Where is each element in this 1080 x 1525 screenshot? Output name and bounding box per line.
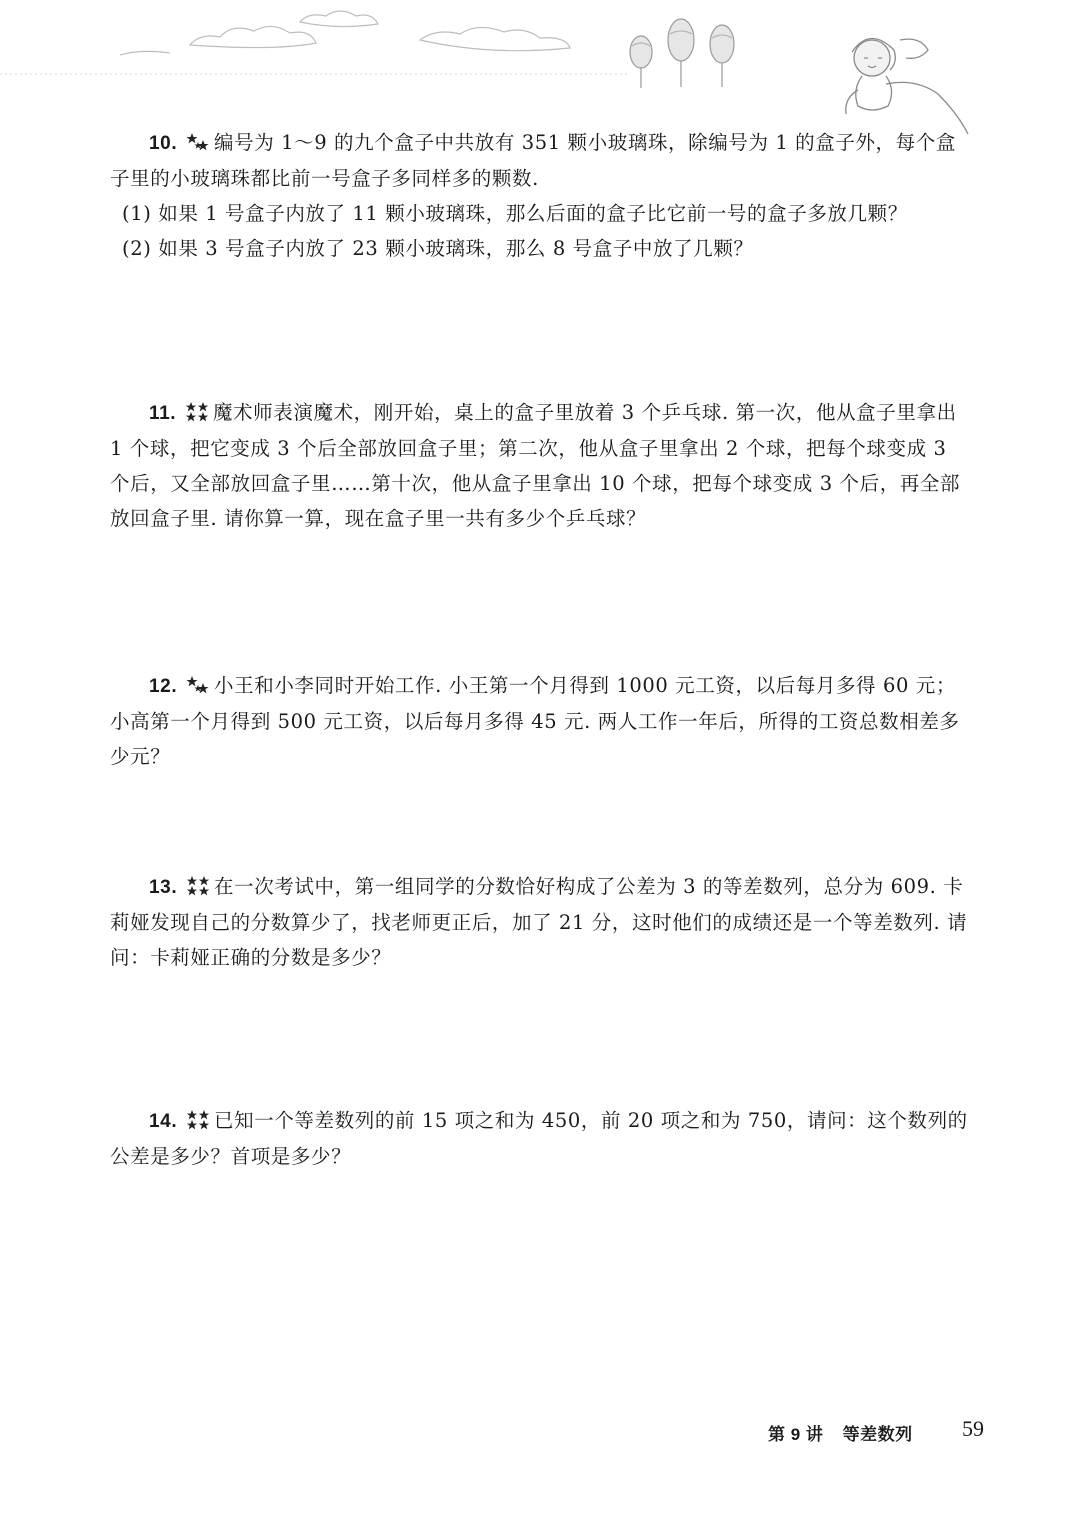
lecture-label: 第 9 讲: [768, 1425, 824, 1444]
difficulty-stars-icon: [186, 1110, 210, 1130]
problem-number: 11.: [149, 403, 177, 424]
problem-text: 在一次考试中，第一组同学的分数恰好构成了公差为 3 的等差数列，总分为 609. 卡莉娅发现自己的分数算少了，找老师更正后，加了 21 分，这时他们的成绩还是一个等差数列. 请问：卡莉娅正确的分数是多少？: [110, 875, 968, 969]
problem-14: [110, 1103, 970, 1174]
problem-10-stem: [110, 125, 970, 196]
topic-label: 等差数列: [842, 1425, 913, 1444]
problem-text: 编号为 1～9 的九个盒子中共放有 351 颗小玻璃珠，除编号为 1 的盒子外，每个盒子里的小玻璃珠都比前一号盒子多同样多的颗数.: [110, 131, 956, 190]
problem-number: 13.: [149, 877, 178, 898]
difficulty-stars-icon: [186, 675, 210, 695]
problem-13: [110, 869, 970, 975]
header-illustration: [0, 0, 1080, 140]
problem-10-sub-2: (2) 如果 3 号盒子内放了 23 颗小玻璃珠，那么 8 号盒子中放了几颗？: [122, 237, 754, 260]
problem-14-stem: [110, 1103, 970, 1174]
problem-13-stem: [110, 869, 970, 975]
difficulty-stars-icon: [186, 876, 210, 896]
problem-number: 10.: [149, 133, 178, 154]
difficulty-stars-icon: [185, 402, 209, 422]
cartoon-child-icon: [846, 38, 968, 134]
page-number: 59: [962, 1416, 984, 1441]
problem-11: [110, 395, 970, 536]
problem-12-stem: [110, 668, 970, 774]
problem-10: [110, 125, 970, 266]
problem-number: 14.: [149, 1111, 178, 1132]
balloon-icon: [630, 19, 734, 88]
problem-text: 小王和小李同时开始工作. 小王第一个月得到 1000 元工资，以后每月多得 60 元；小高第一个月得到 500 元工资，以后每月多得 45 元. 两人工作一年后，所得的工资总数相差多少元？: [110, 674, 960, 768]
cloud-icon: [120, 11, 570, 55]
difficulty-stars-icon: [186, 132, 210, 152]
problem-text: 魔术师表演魔术，刚开始，桌上的盒子里放着 3 个乒乓球. 第一次，他从盒子里拿出 1 个球，把它变成 3 个后全部放回盒子里；第二次，他从盒子里拿出 2 个球，把每个球变成 3 个后，又全部放回盒子里……第十次，他从盒子里拿出 10 个球，把每个球变成 3 个后，再全部放回盒子里. 请你算一算，现在盒子里一共有多少个乒乓球？: [110, 401, 961, 530]
problem-number: 12.: [149, 676, 178, 697]
problem-text: 已知一个等差数列的前 15 项之和为 450，前 20 项之和为 750，请问：这个数列的公差是多少？首项是多少？: [110, 1109, 968, 1168]
running-footer: [768, 1420, 927, 1445]
problem-10-sub-1: (1) 如果 1 号盒子内放了 11 颗小玻璃珠，那么后面的盒子比它前一号的盒子多放几颗？: [122, 202, 908, 225]
problem-11-stem: [110, 395, 970, 536]
problem-12: [110, 668, 970, 774]
